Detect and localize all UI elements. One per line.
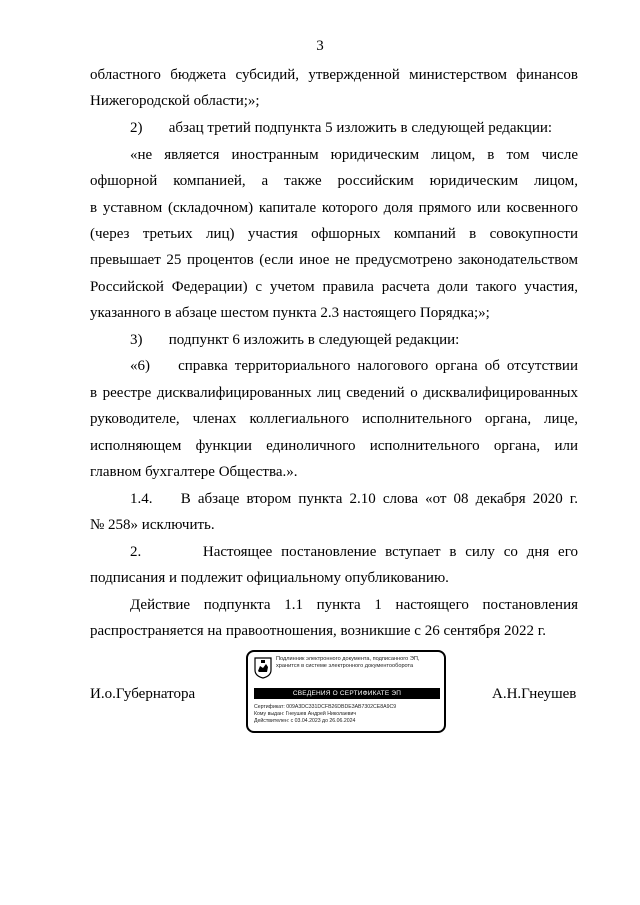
e-signature-stamp bbox=[246, 650, 446, 733]
stamp-certificate: Сертификат: 009A3DC331DCFB26DBDE3AB7302CE8A9C9 bbox=[254, 704, 397, 710]
text-line: 1.4. В абзаце втором пункта 2.10 слова «от 08 декабря 2020 г. bbox=[130, 491, 578, 507]
text-line: в уставном (складочном) капитале которого доля прямого или косвенного bbox=[90, 200, 578, 216]
text-line: превышает 25 процентов (если иное не предусмотрено законодательством bbox=[90, 252, 578, 268]
stamp-owner: Кому выдан: Гнеушев Андрей Николаевич bbox=[254, 711, 357, 717]
text-line: 2. Настоящее постановление вступает в силу со дня его bbox=[130, 544, 578, 560]
text-line: № 258» исключить. bbox=[90, 517, 215, 533]
text-line: «не является иностранным юридическим лицом, в том числе bbox=[130, 147, 578, 163]
text-line: 2) абзац третий подпункта 5 изложить в следующей редакции: bbox=[130, 120, 553, 136]
text-line: указанного в абзаце шестом пункта 2.3 настоящего Порядка;»; bbox=[90, 305, 490, 321]
text-line: руководителе, членах коллегиального исполнительного органа, лице, bbox=[90, 411, 578, 427]
stamp-header bbox=[276, 656, 442, 670]
stamp-header-line: хранится в системе электронного документооборота bbox=[276, 663, 414, 669]
signatory-position: И.о.Губернатора bbox=[90, 686, 196, 702]
text-line: Нижегородской области;»; bbox=[90, 93, 260, 109]
signatory-name: А.Н.Гнеушев bbox=[492, 686, 577, 702]
text-line: «6) справка территориального налогового органа об отсутствии bbox=[130, 358, 578, 374]
text-line: офшорной компанией, а также российским юридическим лицом, bbox=[90, 173, 578, 189]
text-line: Российской Федерации) с учетом правила расчета доли такого участия, bbox=[90, 279, 578, 295]
text-line: (через третьих лиц) участия офшорных компаний в совокупности bbox=[90, 226, 578, 242]
text-line: подписания и подлежит официальному опубликованию. bbox=[90, 570, 449, 586]
stamp-validity: Действителен: с 03.04.2023 до 26.06.2024 bbox=[254, 718, 356, 724]
text-line: распространяется на правоотношения, возникшие с 26 сентября 2022 г. bbox=[90, 623, 546, 639]
coat-of-arms-icon bbox=[254, 657, 272, 679]
text-line: исполняющем функции единоличного исполнительного органа, или bbox=[90, 438, 578, 454]
text-line: Действие подпункта 1.1 пункта 1 настоящего постановления bbox=[130, 597, 578, 613]
stamp-title: СВЕДЕНИЯ О СЕРТИФИКАТЕ ЭП bbox=[254, 688, 440, 699]
text-line: областного бюджета субсидий, утвержденной министерством финансов bbox=[90, 67, 578, 83]
page-number: 3 bbox=[316, 38, 324, 54]
text-line: 3) подпункт 6 изложить в следующей редакции: bbox=[130, 332, 460, 348]
stamp-header-line: Подлинник электронного документа, подписанного ЭП, bbox=[276, 656, 420, 662]
text-line: главном бухгалтере Общества.». bbox=[90, 464, 298, 480]
text-line: в реестре дисквалифицированных лиц сведений о дисквалифицированных bbox=[90, 385, 578, 401]
